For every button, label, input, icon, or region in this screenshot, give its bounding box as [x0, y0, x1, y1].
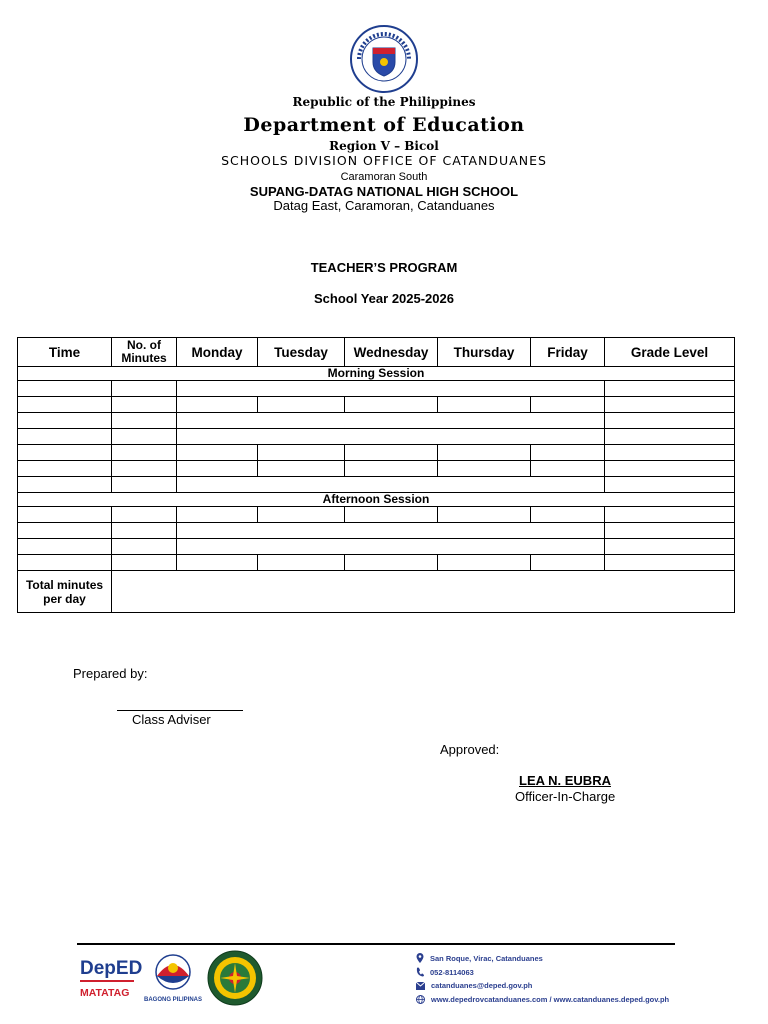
table-row	[18, 445, 735, 461]
grade-level-cell[interactable]	[605, 539, 735, 555]
school-year: School Year 2025-2026	[314, 291, 454, 306]
friday-cell[interactable]	[531, 555, 605, 571]
monday-cell[interactable]	[177, 461, 258, 477]
friday-cell[interactable]	[531, 397, 605, 413]
table-row	[18, 413, 735, 429]
wednesday-cell[interactable]	[345, 397, 438, 413]
table-row	[18, 429, 735, 445]
prepared-by-label: Prepared by:	[73, 666, 148, 681]
morning-session-label: Morning Session	[18, 367, 735, 381]
merged-day-cell[interactable]	[177, 477, 605, 493]
minutes-cell[interactable]	[112, 523, 177, 539]
time-cell[interactable]	[18, 507, 112, 523]
minutes-cell[interactable]	[112, 397, 177, 413]
table-row	[18, 555, 735, 571]
minutes-cell[interactable]	[112, 555, 177, 571]
footer-email	[416, 981, 532, 990]
footer-website-text: www.depedrovcatanduanes.com / www.catanduanes.deped.gov.ph	[431, 995, 670, 1004]
minutes-cell[interactable]	[112, 461, 177, 477]
approver-name: LEA N. EUBRA	[519, 773, 611, 788]
friday-cell[interactable]	[531, 461, 605, 477]
grade-level-cell[interactable]	[605, 507, 735, 523]
header-time: Time	[18, 338, 112, 367]
footer-address	[416, 953, 543, 963]
monday-cell[interactable]	[177, 555, 258, 571]
school-address: Datag East, Caramoran, Catanduanes	[273, 198, 495, 213]
footer-divider	[77, 943, 675, 945]
grade-level-cell[interactable]	[605, 477, 735, 493]
department-heading: Department of Education	[243, 114, 525, 136]
header-tuesday: Tuesday	[258, 338, 345, 367]
time-cell[interactable]	[18, 523, 112, 539]
wednesday-cell[interactable]	[345, 507, 438, 523]
time-cell[interactable]	[18, 461, 112, 477]
footer-address-text: San Roque, Virac, Catanduanes	[430, 953, 543, 963]
table-row	[18, 461, 735, 477]
deped-logo-icon	[78, 952, 143, 1002]
signature-line	[117, 710, 243, 711]
header-minutes: No. of Minutes	[112, 338, 177, 367]
thursday-cell[interactable]	[438, 397, 531, 413]
table-row	[18, 539, 735, 555]
tuesday-cell[interactable]	[258, 555, 345, 571]
matatag-text: MATATAG	[80, 987, 130, 999]
time-cell[interactable]	[18, 413, 112, 429]
total-minutes-value-cell[interactable]	[112, 571, 735, 613]
monday-cell[interactable]	[177, 507, 258, 523]
wednesday-cell[interactable]	[345, 555, 438, 571]
thursday-cell[interactable]	[438, 461, 531, 477]
tuesday-cell[interactable]	[258, 461, 345, 477]
wednesday-cell[interactable]	[345, 461, 438, 477]
time-cell[interactable]	[18, 477, 112, 493]
email-icon	[416, 982, 425, 990]
merged-day-cell[interactable]	[177, 429, 605, 445]
table-row	[18, 523, 735, 539]
tuesday-cell[interactable]	[258, 397, 345, 413]
table-row	[18, 397, 735, 413]
phone-icon	[416, 967, 424, 977]
total-row	[18, 571, 735, 613]
monday-cell[interactable]	[177, 397, 258, 413]
grade-level-cell[interactable]	[605, 429, 735, 445]
footer-phone-text: 052-8114063	[430, 967, 474, 977]
republic-heading: Republic of the Philippines	[292, 95, 476, 109]
time-cell[interactable]	[18, 555, 112, 571]
wednesday-cell[interactable]	[345, 445, 438, 461]
district-name: Caramoran South	[340, 171, 428, 183]
location-icon	[416, 953, 424, 963]
tuesday-cell[interactable]	[258, 507, 345, 523]
merged-day-cell[interactable]	[177, 413, 605, 429]
minutes-cell[interactable]	[112, 477, 177, 493]
footer-email-text: catanduanes@deped.gov.ph	[431, 981, 533, 990]
minutes-cell[interactable]	[112, 413, 177, 429]
time-cell[interactable]	[18, 397, 112, 413]
grade-level-cell[interactable]	[605, 397, 735, 413]
afternoon-session-row	[18, 493, 735, 507]
minutes-cell[interactable]	[112, 381, 177, 397]
header-grade-level: Grade Level	[605, 338, 735, 367]
globe-icon	[416, 995, 425, 1004]
merged-day-cell[interactable]	[177, 523, 605, 539]
region-heading: Region V – Bicol	[329, 139, 439, 153]
time-cell[interactable]	[18, 539, 112, 555]
school-name: SUPANG-DATAG NATIONAL HIGH SCHOOL	[249, 184, 519, 199]
division-heading: SCHOOLS DIVISION OFFICE OF CATANDUANES	[221, 153, 547, 168]
grade-level-cell[interactable]	[605, 413, 735, 429]
time-cell[interactable]	[18, 381, 112, 397]
sdo-catanduanes-seal-icon	[206, 950, 264, 1006]
bagong-pilipinas-text: BAGONG PILIPINAS	[143, 997, 203, 1003]
tuesday-cell[interactable]	[258, 445, 345, 461]
bagong-pilipinas-icon	[143, 950, 203, 1004]
class-adviser-title: Class Adviser	[132, 712, 211, 727]
thursday-cell[interactable]	[438, 555, 531, 571]
header-friday: Friday	[531, 338, 605, 367]
grade-level-cell[interactable]	[605, 555, 735, 571]
total-minutes-label: Total minutes per day	[18, 571, 112, 613]
deped-seal-icon	[349, 24, 419, 94]
time-cell[interactable]	[18, 445, 112, 461]
friday-cell[interactable]	[531, 507, 605, 523]
minutes-cell[interactable]	[112, 507, 177, 523]
footer-phone	[416, 967, 474, 977]
afternoon-session-label: Afternoon Session	[18, 493, 735, 507]
grade-level-cell[interactable]	[605, 445, 735, 461]
teacher-program-table	[17, 337, 735, 613]
table-row	[18, 507, 735, 523]
thursday-cell[interactable]	[438, 445, 531, 461]
header-monday: Monday	[177, 338, 258, 367]
approver-title: Officer-In-Charge	[515, 789, 616, 804]
grade-level-cell[interactable]	[605, 461, 735, 477]
friday-cell[interactable]	[531, 445, 605, 461]
minutes-cell[interactable]	[112, 445, 177, 461]
deped-logo-text: DepED	[80, 958, 143, 979]
header-thursday: Thursday	[438, 338, 531, 367]
merged-day-cell[interactable]	[177, 539, 605, 555]
time-cell[interactable]	[18, 429, 112, 445]
grade-level-cell[interactable]	[605, 523, 735, 539]
grade-level-cell[interactable]	[605, 381, 735, 397]
table-row	[18, 477, 735, 493]
table-header-row	[18, 338, 735, 367]
monday-cell[interactable]	[177, 445, 258, 461]
footer-website	[416, 995, 669, 1004]
minutes-cell[interactable]	[112, 539, 177, 555]
header-wednesday: Wednesday	[345, 338, 438, 367]
morning-session-row	[18, 367, 735, 381]
minutes-cell[interactable]	[112, 429, 177, 445]
merged-day-cell[interactable]	[177, 381, 605, 397]
document-title: TEACHER’S PROGRAM	[310, 260, 458, 275]
thursday-cell[interactable]	[438, 507, 531, 523]
table-row	[18, 381, 735, 397]
approved-label: Approved:	[440, 742, 500, 757]
